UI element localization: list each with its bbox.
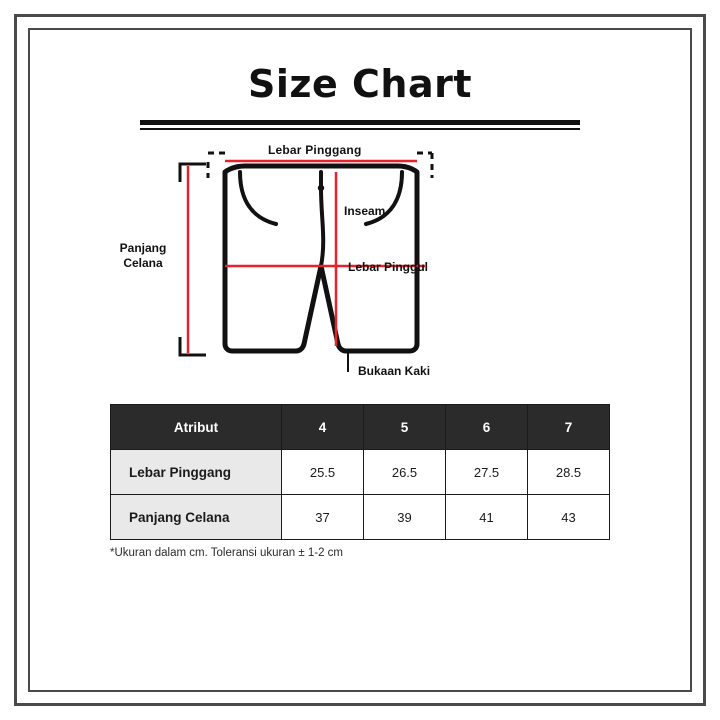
title-rule-thick <box>140 120 580 125</box>
size-table-wrap <box>110 404 610 540</box>
dimension-bracket-left <box>180 164 208 355</box>
label-leg-opening: Bukaan Kaki <box>358 364 431 378</box>
cell-waist-4: 25.5 <box>282 450 364 495</box>
table-header-row <box>111 405 610 450</box>
table-header-size-5: 5 <box>364 405 446 450</box>
shorts-diagram <box>80 143 640 398</box>
table-header-size-6: 6 <box>446 405 528 450</box>
table-row <box>111 495 610 540</box>
table-row <box>111 450 610 495</box>
label-pants-length <box>102 241 184 271</box>
title-rule-thin <box>140 128 580 130</box>
label-waist-width: Lebar Pinggang <box>268 143 362 157</box>
cell-waist-5: 26.5 <box>364 450 446 495</box>
label-hip-width: Lebar Pinggul <box>348 260 429 274</box>
cell-waist-6: 27.5 <box>446 450 528 495</box>
cell-length-7: 43 <box>528 495 610 540</box>
table-header-attribute: Atribut <box>111 405 282 450</box>
cell-length-5: 39 <box>364 495 446 540</box>
title-underline <box>140 120 580 130</box>
label-pants-length-line1: Panjang <box>119 241 167 255</box>
cell-length-4: 37 <box>282 495 364 540</box>
page-title: Size Chart <box>247 62 472 106</box>
shorts-outline-shape <box>225 166 417 351</box>
size-table-body <box>111 450 610 540</box>
size-table-head <box>111 405 610 450</box>
content-area <box>40 40 680 680</box>
row-label-waist-width: Lebar Pinggang <box>111 450 282 495</box>
table-header-size-7: 7 <box>528 405 610 450</box>
cell-waist-7: 28.5 <box>528 450 610 495</box>
size-table <box>110 404 610 540</box>
label-inseam: Inseam <box>344 204 386 218</box>
row-label-pants-length: Panjang Celana <box>111 495 282 540</box>
cell-length-6: 41 <box>446 495 528 540</box>
measurement-note: *Ukuran dalam cm. Toleransi ukuran ± 1-2 cm <box>110 547 343 559</box>
table-header-size-4: 4 <box>282 405 364 450</box>
label-pants-length-line2: Celana <box>123 256 163 270</box>
